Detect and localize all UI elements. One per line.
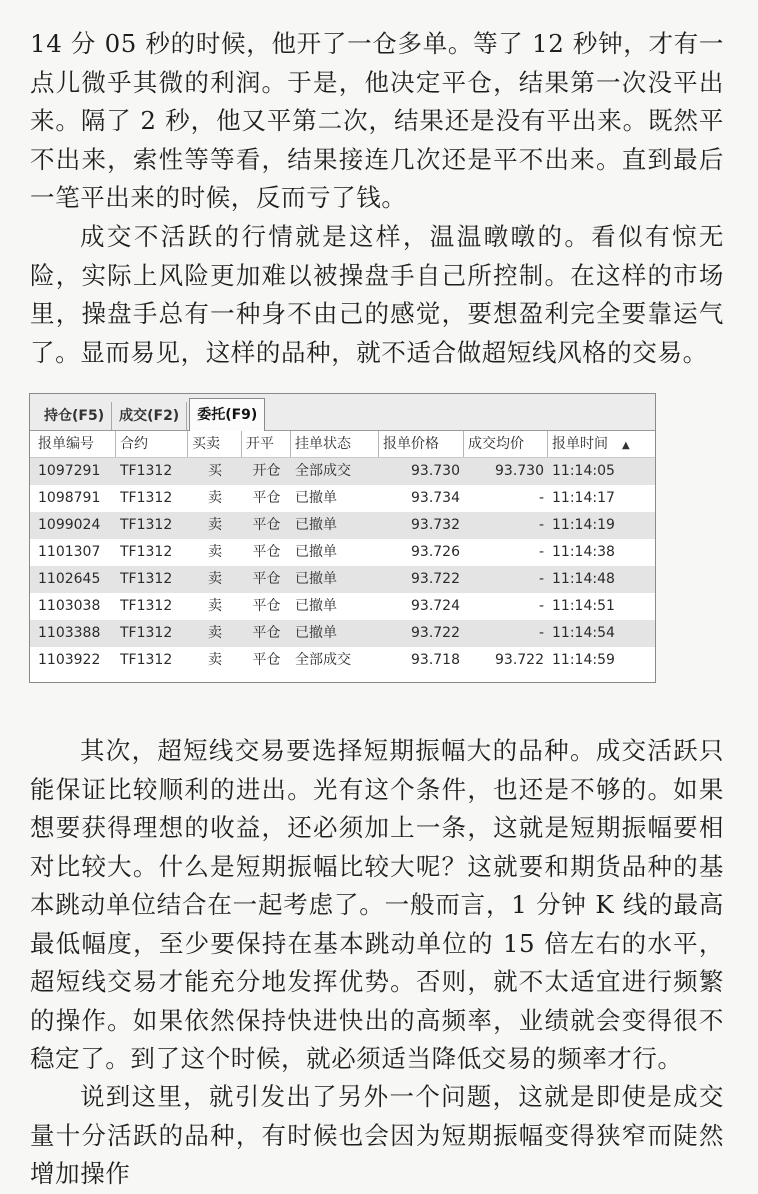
- table-row[interactable]: [30, 512, 655, 539]
- cell-order-id: 1103922: [38, 652, 101, 668]
- column-header-order-id[interactable]: 报单编号: [30, 431, 116, 457]
- cell-contract: TF1312: [120, 544, 173, 560]
- cell-order-time: 11:14:05: [552, 463, 615, 479]
- cell-order-id: 1099024: [38, 517, 101, 533]
- cell-open-close: 开仓: [252, 463, 281, 479]
- cell-contract: TF1312: [120, 517, 173, 533]
- cell-contract: TF1312: [120, 652, 173, 668]
- cell-order-price: 93.730: [411, 463, 460, 479]
- column-header-side[interactable]: 买卖: [188, 431, 242, 457]
- cell-order-id: 1097291: [38, 463, 101, 479]
- table-header: [30, 431, 655, 458]
- cell-order-time: 11:14:54: [552, 625, 615, 641]
- table-row[interactable]: [30, 593, 655, 620]
- column-header-contract[interactable]: 合约: [116, 431, 188, 457]
- cell-open-close: 平仓: [252, 571, 281, 587]
- cell-avg-fill-price: -: [538, 490, 544, 506]
- cell-avg-fill-price: -: [538, 598, 544, 614]
- column-header-status[interactable]: 挂单状态: [291, 431, 379, 457]
- cell-order-time: 11:14:51: [552, 598, 615, 614]
- paragraph-2: 成交不活跃的行情就是这样，温温暾暾的。看似有惊无险，实际上风险更加难以被操盘手自己所控制。在这样的市场里，操盘手总有一种身不由己的感觉，要想盈利完全要靠运气了。显而易见，这样的品种，就不适合做超短线风格的交易。: [30, 222, 724, 367]
- cell-avg-fill-price: -: [538, 571, 544, 587]
- cell-status: 已撤单: [295, 544, 337, 560]
- cell-order-price: 93.732: [411, 517, 460, 533]
- cell-open-close: 平仓: [252, 490, 281, 506]
- cell-order-price: 93.722: [411, 571, 460, 587]
- cell-open-close: 平仓: [252, 517, 281, 533]
- cell-status: 全部成交: [295, 652, 351, 668]
- cell-order-id: 1102645: [38, 571, 101, 587]
- table-row[interactable]: [30, 566, 655, 593]
- cell-side: 卖: [208, 571, 222, 587]
- cell-avg-fill-price: 93.730: [495, 463, 544, 479]
- paragraph-1: 14 分 05 秒的时候，他开了一仓多单。等了 12 秒钟，才有一点儿微乎其微的利润。于是，他决定平仓，结果第一次没平出来。隔了 2 秒，他又平第二次，结果还是没有平出来。既然平不出来，索性等等看，结果接连几次还是平不出来。直到最后一笔平出来的时候，反而亏了钱。: [30, 29, 724, 212]
- cell-order-id: 1098791: [38, 490, 101, 506]
- cell-avg-fill-price: -: [538, 625, 544, 641]
- cell-status: 已撤单: [295, 598, 337, 614]
- table-row[interactable]: [30, 485, 655, 512]
- order-table-panel: [29, 393, 656, 683]
- cell-avg-fill-price: -: [538, 544, 544, 560]
- cell-avg-fill-price: -: [538, 517, 544, 533]
- tab-orders[interactable]: 委托(F9): [189, 398, 265, 431]
- cell-side: 卖: [208, 517, 222, 533]
- cell-status: 已撤单: [295, 490, 337, 506]
- table-row[interactable]: [30, 647, 655, 674]
- cell-contract: TF1312: [120, 598, 173, 614]
- column-header-order-price[interactable]: 报单价格: [379, 431, 464, 457]
- column-header-avg-fill-price[interactable]: 成交均价: [464, 431, 548, 457]
- cell-open-close: 平仓: [252, 598, 281, 614]
- column-header-open-close[interactable]: 开平: [242, 431, 291, 457]
- cell-status: 全部成交: [295, 463, 351, 479]
- cell-side: 卖: [208, 652, 222, 668]
- cell-side: 卖: [208, 598, 222, 614]
- sort-ascending-icon[interactable]: ▲: [622, 440, 630, 451]
- tab-positions[interactable]: 持仓(F5): [37, 402, 112, 430]
- cell-order-time: 11:14:19: [552, 517, 615, 533]
- cell-open-close: 平仓: [252, 544, 281, 560]
- cell-order-price: 93.718: [411, 652, 460, 668]
- cell-status: 已撤单: [295, 625, 337, 641]
- cell-order-price: 93.724: [411, 598, 460, 614]
- cell-order-id: 1101307: [38, 544, 101, 560]
- cell-contract: TF1312: [120, 625, 173, 641]
- cell-status: 已撤单: [295, 517, 337, 533]
- table-row[interactable]: [30, 620, 655, 647]
- cell-order-price: 93.726: [411, 544, 460, 560]
- paragraph-3: 其次，超短线交易要选择短期振幅大的品种。成交活跃只能保证比较顺利的进出。光有这个条件，也还是不够的。如果想要获得理想的收益，还必须加上一条，这就是短期振幅要相对比较大。什么是短期振幅比较大呢？这就要和期货品种的基本跳动单位结合在一起考虑了。一般而言，1 分钟 K 线的最高最低幅度，至少要保持在基本跳动单位的 15 倍左右的水平，超短线交易才能充分地发挥优势。否则，就不太适宜进行频繁的操作。如果依然保持快进快出的高频率，业绩就会变得很不稳定了。到了这个时候，就必须适当降低交易的频率才行。: [30, 736, 724, 1073]
- cell-open-close: 平仓: [252, 625, 281, 641]
- paragraph-4: 说到这里，就引发出了另外一个问题，这就是即使是成交量十分活跃的品种，有时候也会因为短期振幅变得狭窄而陡然增加操作: [30, 1082, 724, 1188]
- cell-order-id: 1103038: [38, 598, 101, 614]
- cell-order-id: 1103388: [38, 625, 101, 641]
- cell-status: 已撤单: [295, 571, 337, 587]
- cell-avg-fill-price: 93.722: [495, 652, 544, 668]
- column-header-order-time[interactable]: 报单时间 ▲: [552, 436, 630, 452]
- cell-order-time: 11:14:17: [552, 490, 615, 506]
- cell-order-price: 93.722: [411, 625, 460, 641]
- table-body: [30, 458, 655, 674]
- cell-order-time: 11:14:38: [552, 544, 615, 560]
- cell-order-time: 11:14:48: [552, 571, 615, 587]
- cell-open-close: 平仓: [252, 652, 281, 668]
- cell-contract: TF1312: [120, 571, 173, 587]
- cell-order-price: 93.734: [411, 490, 460, 506]
- table-row[interactable]: [30, 458, 655, 485]
- tab-trades[interactable]: 成交(F2): [112, 402, 187, 430]
- cell-contract: TF1312: [120, 490, 173, 506]
- table-row[interactable]: [30, 539, 655, 566]
- cell-order-time: 11:14:59: [552, 652, 615, 668]
- tab-bar: [30, 394, 655, 431]
- cell-side: 卖: [208, 490, 222, 506]
- cell-side: 买: [208, 463, 222, 479]
- cell-side: 卖: [208, 625, 222, 641]
- cell-contract: TF1312: [120, 463, 173, 479]
- cell-side: 卖: [208, 544, 222, 560]
